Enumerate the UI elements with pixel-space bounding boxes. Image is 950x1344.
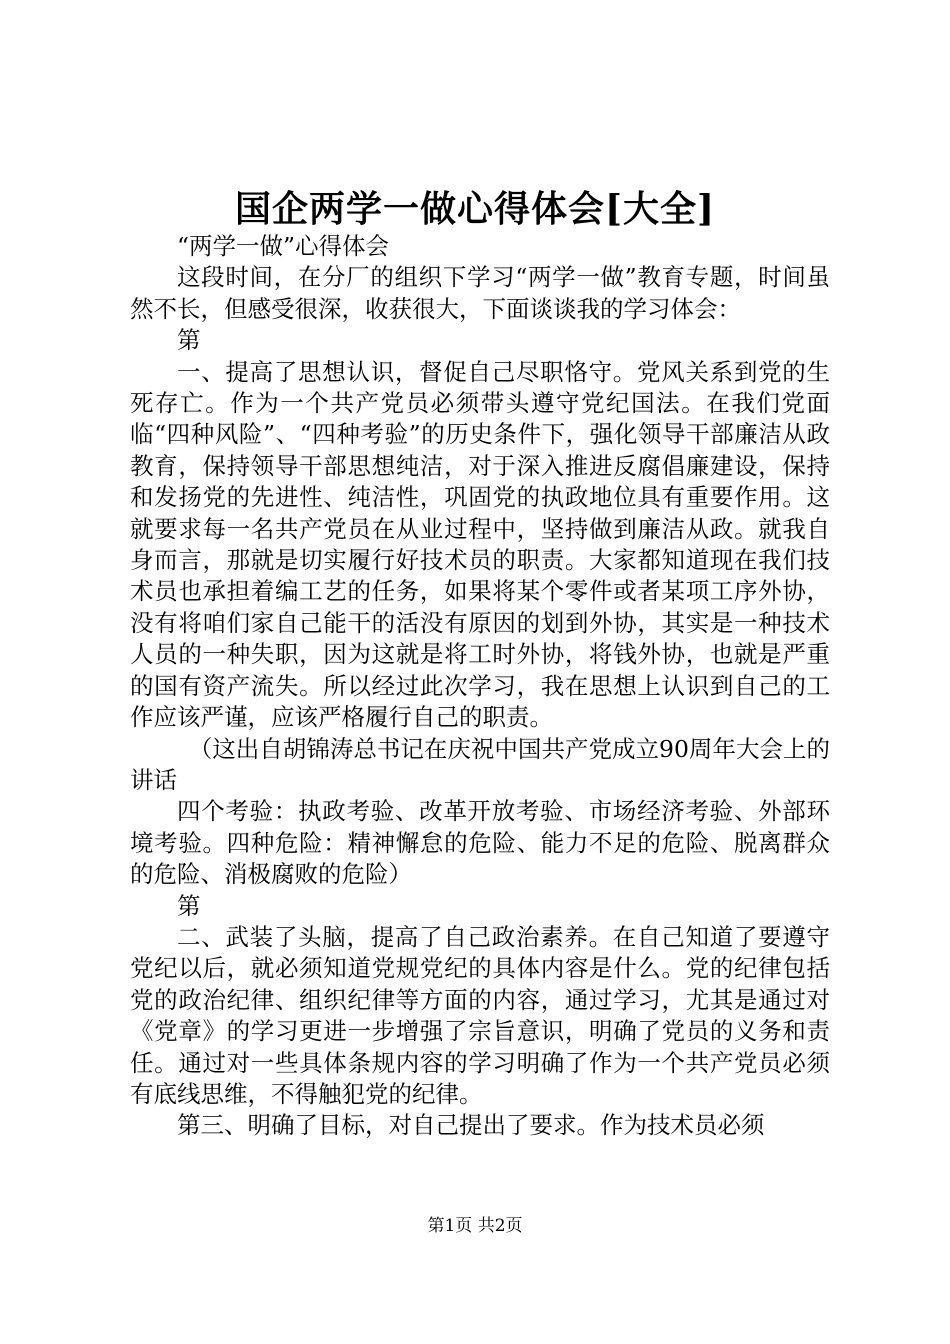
page-number-footer: 第1页 共2页 bbox=[427, 1216, 523, 1236]
paragraph-intro: 这段时间，在分厂的组织下学习“两学一做”教育专题，时间虽然不长，但感受很深，收获很大，下面谈谈我的学习体会： bbox=[130, 263, 830, 323]
paragraph-note-source: （这出自胡锦涛总书记在庆祝中国共产党成立90周年大会上的讲话 bbox=[130, 734, 830, 794]
paragraph-point-three: 第三、明确了目标，对自己提出了要求。作为技术员必须 bbox=[177, 1111, 765, 1140]
paragraph-point-two: 二、武装了头脑，提高了自己政治素养。在自己知道了要遵守党纪以后，就必须知道党规党纪的具体内容是什么。党的纪律包括党的政治纪律、组织纪律等方面的内容，通过学习，尤其是通过对《党章》的学习更进一步增强了宗旨意识，明确了党员的义务和责任。通过对一些具体条规内容的学习明确了作为一个共产党员必须有底线思维，不得触犯党的纪律。 bbox=[130, 922, 830, 1108]
paragraph-ordinal: 第 bbox=[177, 891, 201, 920]
paragraph-ordinal: 第 bbox=[177, 326, 201, 355]
document-title: 国企两学一做心得体会[大全] bbox=[234, 188, 716, 230]
paragraph-subtitle: “两学一做”心得体会 bbox=[177, 232, 390, 260]
paragraph-point-one: 一、提高了思想认识，督促自己尽职恪守。党风关系到党的生死存亡。作为一个共产党员必须带头遵守党纪国法。在我们党面临“四种风险”、“四种考验”的历史条件下，强化领导干部廉洁从政教育，保持领导干部思想纯洁，对于深入推进反腐倡廉建设，保持和发扬党的先进性、纯洁性，巩固党的执政地位具有重要作用。这就要求每一名共产党员在从业过程中，坚持做到廉洁从政。就我自身而言，那就是切实履行好技术员的职责。大家都知道现在我们技术员也承担着编工艺的任务，如果将某个零件或者某项工序外协，没有将咱们家自己能干的活没有原因的划到外协，其实是一种技术人员的一种失职，因为这就是将工时外协，将钱外协，也就是严重的国有资产流失。所以经过此次学习，我在思想上认识到自己的工作应该严谨，应该严格履行自己的职责。 bbox=[130, 357, 830, 732]
paragraph-note-detail: 四个考验：执政考验、改革开放考验、市场经济考验、外部环境考验。四种危险：精神懈怠的危险、能力不足的危险、脱离群众的危险、消极腐败的危险） bbox=[130, 797, 830, 889]
document-body bbox=[130, 231, 830, 1142]
